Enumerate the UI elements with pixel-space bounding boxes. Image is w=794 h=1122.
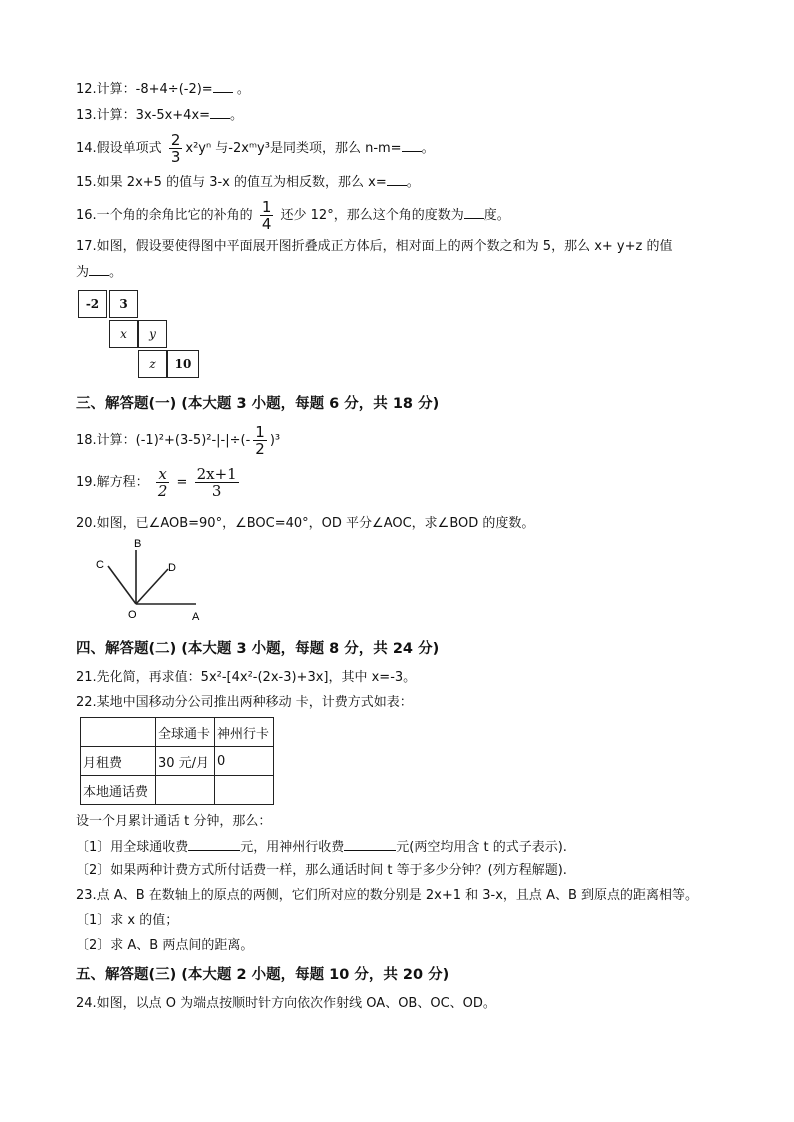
answer-blank	[188, 837, 240, 851]
answer-blank	[213, 79, 233, 93]
question-19-pre: 19.解方程：	[76, 475, 149, 490]
section-3-heading: 三、解答题(一) (本大题 3 小题，每题 6 分，共 18 分)	[76, 396, 440, 412]
ray-od	[136, 569, 168, 604]
monomial: x²yⁿ	[185, 141, 212, 156]
section-4-heading: 四、解答题(二) (本大题 3 小题，每题 8 分，共 24 分)	[76, 641, 440, 657]
net-cell: x	[109, 320, 138, 348]
table-cell: 0	[215, 747, 274, 776]
question-16-end: 度。	[483, 208, 510, 223]
net-cell: y	[138, 320, 167, 348]
answer-blank	[344, 837, 396, 851]
label-d: D	[168, 562, 176, 574]
fee-table	[80, 717, 274, 805]
section-5-heading: 五、解答题(三) (本大题 2 小题，每题 10 分，共 20 分)	[76, 967, 450, 983]
table-cell: 月租费	[81, 747, 156, 776]
fraction-denominator: 3	[170, 148, 181, 166]
question-15-end: 。	[406, 175, 420, 190]
part-1-pre: 〔1〕用全球通收费	[76, 840, 189, 855]
question-14-mid: 与-2xᵐy³是同类项，那么 n-m=	[215, 141, 402, 156]
table-header-cell	[81, 718, 156, 747]
fraction-numerator: 2x+1	[196, 465, 237, 483]
question-13-text: 13.计算：3x-5x+4x=	[76, 108, 211, 123]
answer-blank	[387, 172, 407, 186]
fraction-denominator: 3	[211, 482, 222, 500]
question-16-pre: 16.一个角的余角比它的补角的	[76, 208, 253, 223]
question-17-line-1: 17.如图，假设要使得图中平面展开图折叠成正方体后，相对面上的两个数之和为 5，那么 x+ y+z 的值	[76, 239, 673, 254]
label-b: B	[134, 538, 142, 550]
part-1-mid: 元，用神州行收费	[240, 840, 345, 855]
question-16-mid: 还少 12°，那么这个角的度数为	[280, 208, 464, 223]
question-18	[76, 424, 280, 458]
question-17-end: 。	[109, 265, 123, 280]
part-1-end: 元(两空均用含 t 的式子表示).	[396, 840, 567, 855]
table-cell: 30 元/月	[156, 747, 215, 776]
question-22-part-2: 〔2〕如果两种计费方式所付话费一样，那么通话时间 t 等于多少分钟？(列方程解题).	[76, 863, 567, 878]
question-24: 24.如图，以点 O 为端点按顺时针方向依次作射线 OA、OB、OC、OD。	[76, 996, 496, 1011]
table-cell	[156, 776, 215, 805]
cube-net-figure	[78, 290, 202, 382]
question-23-part-2: 〔2〕求 A、B 两点间的距离。	[76, 938, 254, 953]
question-14-end: 。	[421, 141, 435, 156]
net-cell: 10	[167, 350, 199, 378]
fraction	[169, 132, 183, 165]
question-15	[76, 172, 420, 192]
question-18-post: )³	[269, 433, 281, 448]
question-21: 21.先化简，再求值：5x²-[4x²-(2x-3)+3x]，其中 x=-3。	[76, 670, 417, 685]
fraction	[260, 199, 274, 232]
question-17-pre: 为	[76, 265, 90, 280]
answer-blank	[89, 262, 109, 276]
angle-figure	[90, 536, 220, 624]
fraction-denominator: 2	[255, 440, 265, 458]
table-row	[81, 776, 274, 805]
table-row	[81, 718, 274, 747]
question-14	[76, 132, 435, 165]
fraction	[253, 424, 267, 457]
label-a: A	[192, 611, 200, 623]
question-12-text: 12.计算：-8+4÷(-2)=	[76, 82, 213, 97]
question-13	[76, 105, 243, 125]
fraction-numerator: 1	[261, 198, 272, 216]
question-15-text: 15.如果 2x+5 的值与 3-x 的值互为相反数，那么 x=	[76, 175, 387, 190]
table-header-cell: 神州行卡	[215, 718, 274, 747]
question-14-pre: 14.假设单项式	[76, 141, 162, 156]
question-19	[76, 466, 242, 500]
question-16	[76, 199, 510, 232]
fraction-numerator: x	[156, 466, 170, 483]
question-17-line-2	[76, 262, 122, 282]
fraction	[156, 466, 170, 499]
fraction-denominator: 2	[157, 482, 168, 500]
question-22-part-1	[76, 837, 567, 857]
label-c: C	[96, 559, 104, 571]
equals-sign: =	[176, 475, 188, 490]
net-cell: 3	[109, 290, 138, 318]
question-13-end: 。	[230, 108, 244, 123]
question-22-setup: 设一个月累计通话 t 分钟，那么：	[76, 814, 272, 829]
ray-oc	[108, 566, 136, 604]
fraction-numerator: 1	[255, 423, 265, 441]
question-23: 23.点 A、B 在数轴上的原点的两侧，它们所对应的数分别是 2x+1 和 3-x，且点 A、B 到原点的距离相等。	[76, 888, 699, 903]
net-cell: -2	[78, 290, 107, 318]
net-cell: z	[138, 350, 167, 378]
question-20: 20.如图，已∠AOB=90°，∠BOC=40°，OD 平分∠AOC，求∠BOD 的度数。	[76, 516, 535, 531]
question-12-end: 。	[236, 82, 250, 97]
fraction-denominator: 4	[261, 215, 272, 233]
question-12	[76, 79, 250, 99]
question-22: 22.某地中国移动分公司推出两种移动 卡，计费方式如表：	[76, 695, 413, 710]
fraction-numerator: 2	[170, 131, 181, 149]
label-o: O	[128, 609, 137, 621]
question-18-pre: 18.计算：(-1)²+(3-5)²-|-|÷(-	[76, 433, 251, 448]
table-header-cell: 全球通卡	[156, 718, 215, 747]
answer-blank	[210, 105, 230, 119]
fraction	[195, 466, 239, 499]
answer-blank	[464, 205, 484, 219]
table-cell	[215, 776, 274, 805]
question-23-part-1: 〔1〕求 x 的值；	[76, 913, 179, 928]
table-row	[81, 747, 274, 776]
table-cell: 本地通话费	[81, 776, 156, 805]
answer-blank	[402, 138, 422, 152]
